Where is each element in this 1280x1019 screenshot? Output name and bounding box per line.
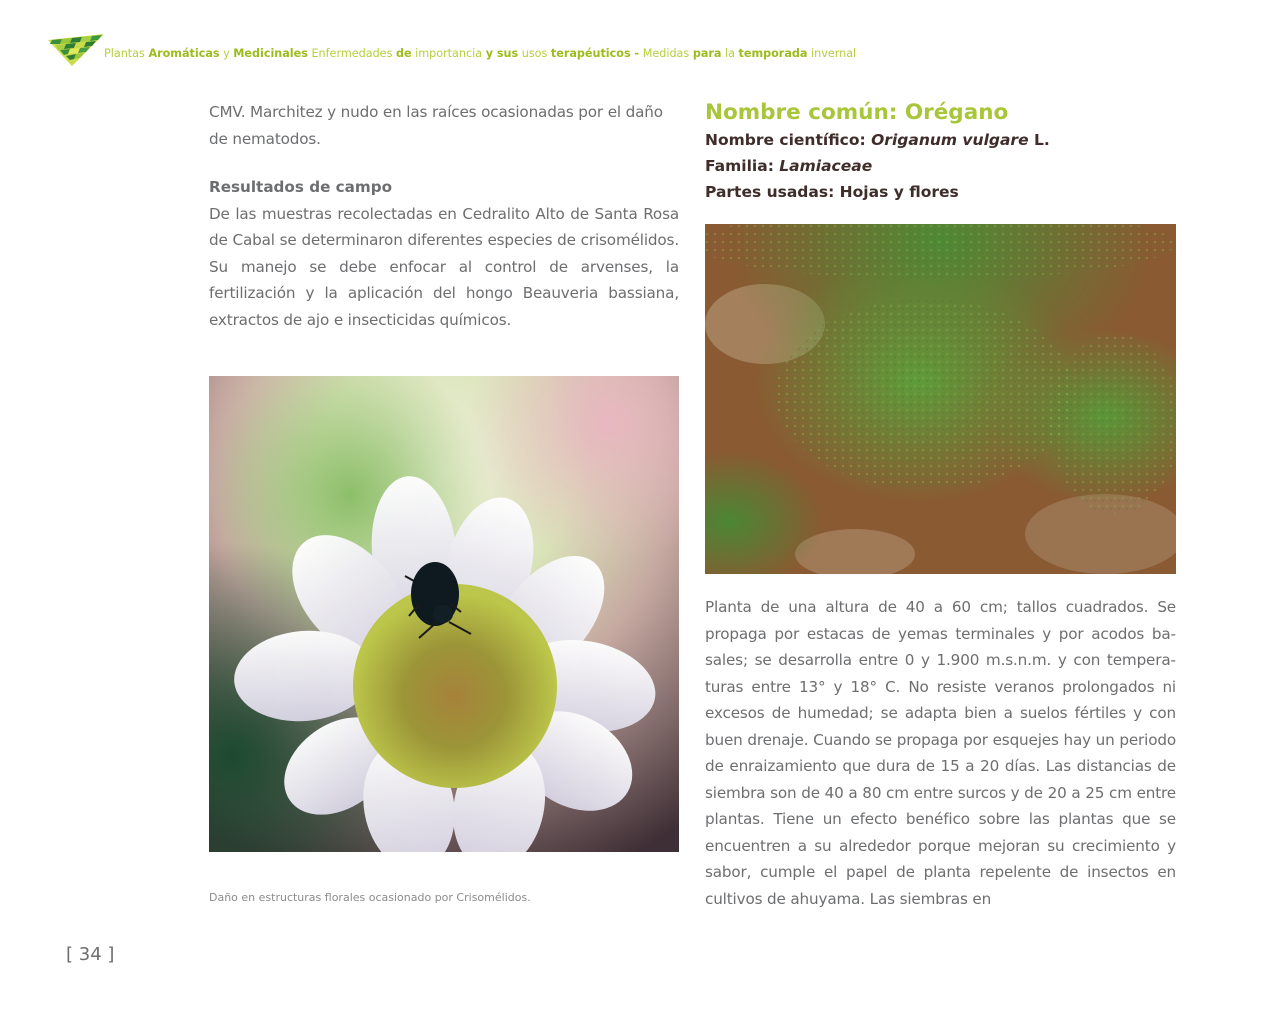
field-results-paragraph: De las muestras recolectadas en Cedralito Alto de Santa Rosa de Cabal se determinaron diferentes especies de crisomélidos. Su manejo se debe enfocar al control de arvenses, la fertilización y la aplicación del hongo Beauveria bassiana, extractos de ajo e insecticidas químicos. xyxy=(209,204,679,329)
header-title-part: Enfermedades xyxy=(307,47,396,60)
right-column xyxy=(705,99,1176,205)
photo-caption: Daño en estructuras florales ocasionado por Crisomélidos. xyxy=(209,891,531,904)
section-heading: Resultados de campo xyxy=(209,178,393,196)
family-name: Lamiaceae xyxy=(779,157,873,175)
scientific-name-line xyxy=(705,127,1176,153)
header-title-part: invernal xyxy=(807,47,857,60)
header-title-part: temporada xyxy=(738,47,808,60)
page-number: [ 34 ] xyxy=(66,944,115,965)
header-title-part: Aromáticas xyxy=(148,47,220,60)
header-title-part: de xyxy=(395,47,412,60)
header-title-part: importancia xyxy=(411,47,486,60)
header-title-part: y xyxy=(219,47,234,60)
beetle-on-flower-photo xyxy=(209,376,679,852)
header-title-part: Medidas xyxy=(639,47,693,60)
family-line xyxy=(705,153,1176,179)
scientific-author: L. xyxy=(1028,131,1050,149)
scientific-name-label: Nombre científico: xyxy=(705,131,872,149)
header-title-part: la xyxy=(721,47,739,60)
header-title-part: y sus xyxy=(485,47,519,60)
header-title-part: Plantas xyxy=(104,47,149,60)
scientific-name: Origanum vulgare xyxy=(871,131,1029,149)
oregano-plant-photo xyxy=(705,224,1176,574)
header-title-part: usos xyxy=(518,47,551,60)
oregano-description xyxy=(705,594,1176,912)
intro-paragraph: CMV. Marchitez y nudo en las raíces ocasionadas por el daño de nematodos. xyxy=(209,103,663,148)
header-title xyxy=(104,47,856,60)
family-label: Familia: xyxy=(705,157,780,175)
description-paragraph: Planta de una altura de 40 a 60 cm; tallos cuadrados. Se propaga por estacas de yemas terminales y por acodos basales; se desarrolla entre 0 y 1.900 m.s.n.m. y con temperaturas entre 13° y 18° C. No resiste veranos prolongados ni excesos de humedad; se adapta bien a suelos fértiles y con buen drenaje. Cuando se propaga por esquejes hay un periodo de enraizamiento que dura de 15 a 20 días. Las distancias de siembra son de 40 a 80 cm entre surcos y de 20 a 25 cm entre plantas. Tiene un efecto benéfico sobre las plantas que se encuentren a su alrededor porque mejoran su crecimiento y sabor, cumple el papel de planta repelente de insectos en cultivos de ahuyama. Las siembras en xyxy=(705,598,1176,908)
left-column xyxy=(209,99,679,333)
running-header xyxy=(48,32,857,68)
header-title-part: Medicinales xyxy=(233,47,308,60)
header-title-part: para xyxy=(692,47,722,60)
checkered-leaf-logo-icon xyxy=(48,32,104,68)
parts-used-line: Partes usadas: Hojas y flores xyxy=(705,183,959,201)
common-name-heading: Nombre común: Orégano xyxy=(705,100,1009,125)
header-title-part: terapéuticos - xyxy=(550,47,640,60)
